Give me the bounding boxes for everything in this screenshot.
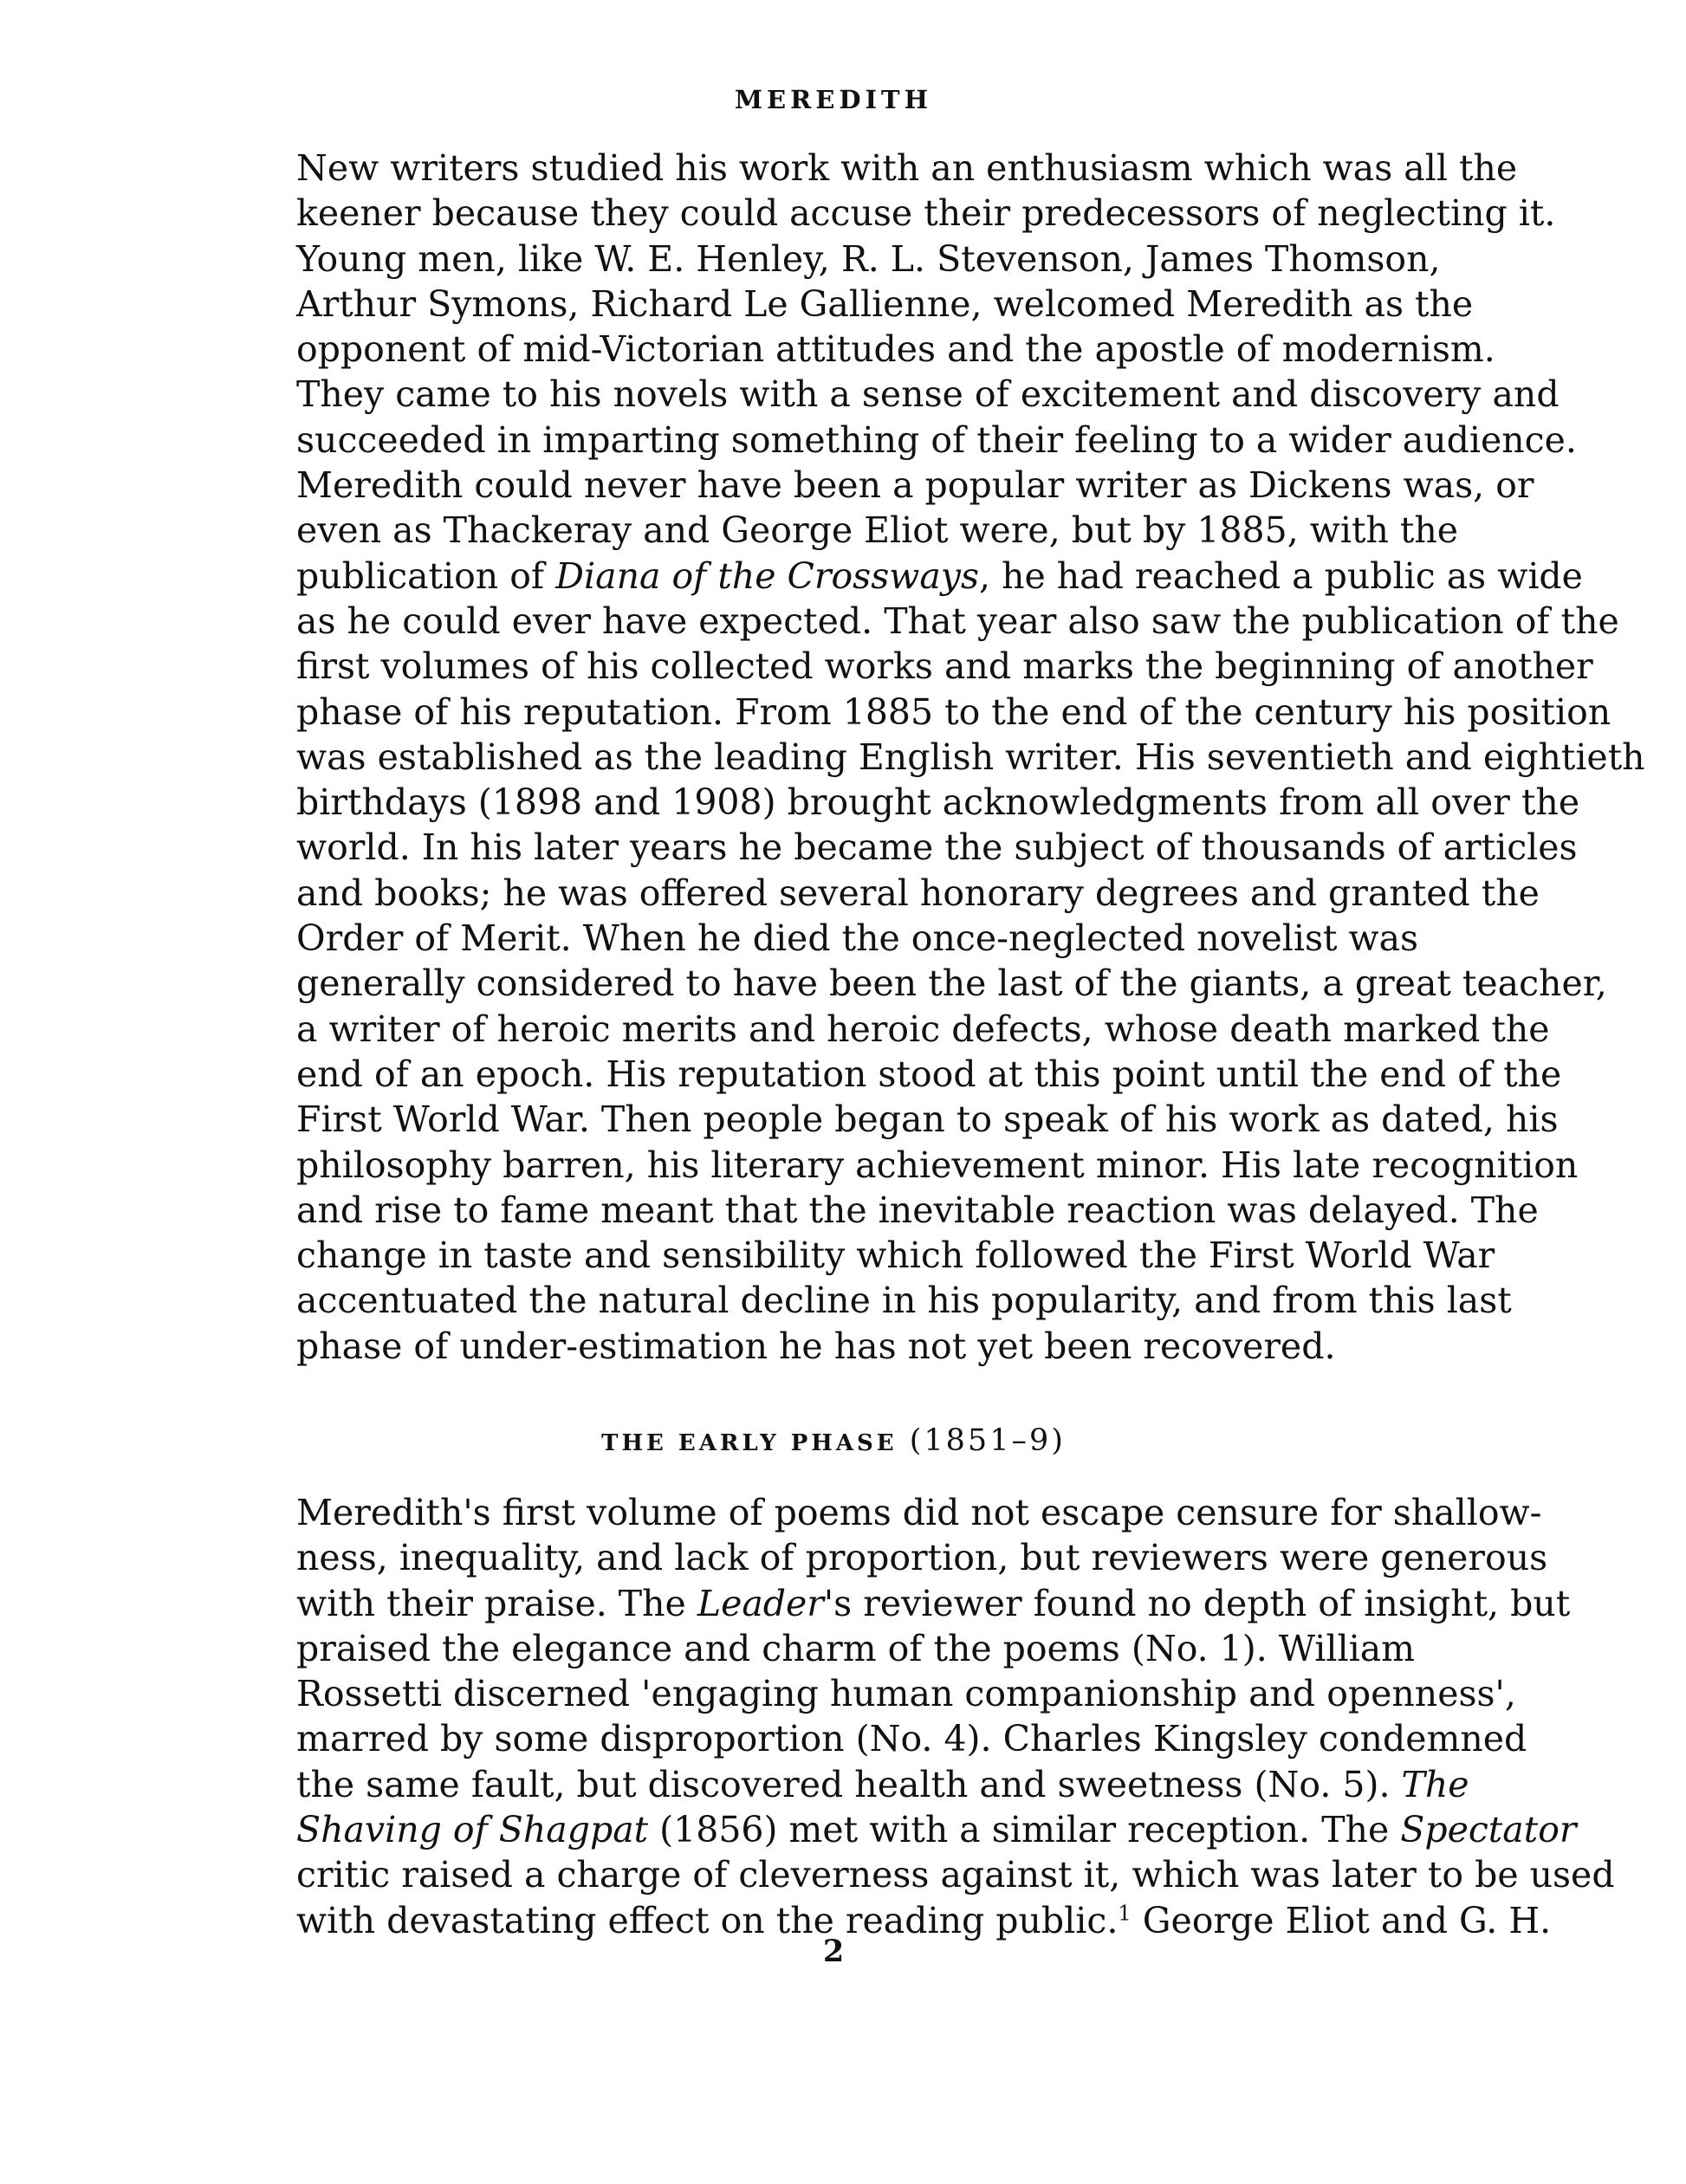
text-line: and books; he was offered several honorary degrees and granted the <box>296 872 1540 914</box>
document-page <box>296 0 1645 2184</box>
text-line: change in taste and sensibility which followed the First World War <box>296 1235 1495 1277</box>
italic-title: Spectator <box>1400 1809 1577 1851</box>
text-line: New writers studied his work with an enthusiasm which was all the <box>296 147 1518 189</box>
text-line: Meredith could never have been a popular writer as Dickens was, or <box>296 464 1534 507</box>
italic-title: The <box>1401 1763 1469 1805</box>
italic-title: Shaving of Shagpat <box>296 1809 649 1851</box>
text-line: critic raised a charge of cleverness against it, which was later to be used <box>296 1854 1615 1896</box>
text-line: first volumes of his collected works and marks the beginning of another <box>296 645 1593 688</box>
text-line: succeeded in imparting something of their feeling to a wider audience. <box>296 418 1577 461</box>
text-line: Shaving of Shagpat (1856) met with a similar reception. The Spectator <box>296 1809 1577 1851</box>
text-line: phase of under-estimation he has not yet been recovered. <box>296 1325 1336 1367</box>
text-line: philosophy barren, his literary achievement minor. His late recognition <box>296 1144 1579 1186</box>
text-line: the same fault, but discovered health and sweetness (No. 5). The <box>296 1763 1469 1805</box>
section-heading-dates: (1851–9) <box>909 1423 1066 1458</box>
running-head: MEREDITH <box>734 85 933 114</box>
page-number: 2 <box>822 1934 845 1969</box>
footnote-marker: 1 <box>1118 1901 1132 1926</box>
body-paragraph <box>296 1490 1615 1943</box>
text-line: even as Thackeray and George Eliot were, but by 1885, with the <box>296 509 1459 552</box>
text-line: generally considered to have been the last of the giants, a great teacher, <box>296 962 1607 1005</box>
section-heading-title: THE EARLY PHASE <box>601 1430 898 1456</box>
text-line: birthdays (1898 and 1908) brought acknowledgments from all over the <box>296 781 1580 824</box>
text-line: ness, inequality, and lack of proportion, but reviewers were generous <box>296 1537 1548 1579</box>
text-line: Order of Merit. When he died the once-neglected novelist was <box>296 917 1419 960</box>
text-line: a writer of heroic merits and heroic defects, whose death marked the <box>296 1008 1550 1050</box>
text-line: Meredith's first volume of poems did not escape censure for shallow- <box>296 1492 1542 1533</box>
text-line: with devastating effect on the reading public.$^1$ George Eliot and G. H. <box>296 1899 1552 1941</box>
text-line: with their praise. The Leader's reviewer found no depth of insight, but <box>296 1582 1571 1624</box>
text-line: end of an epoch. His reputation stood at this point until the end of the <box>296 1053 1562 1095</box>
body-paragraph <box>296 146 1645 1369</box>
text-line: and rise to fame meant that the inevitable reaction was delayed. The <box>296 1189 1539 1231</box>
italic-title: Leader <box>697 1582 824 1624</box>
text-line: Arthur Symons, Richard Le Gallienne, welcomed Meredith as the <box>296 282 1474 325</box>
text-line: as he could ever have expected. That year also saw the publication of the <box>296 599 1619 642</box>
text-line: publication of Diana of the Crossways, he had reached a public as wide <box>296 554 1583 597</box>
italic-title: Diana of the Crossways <box>555 554 979 597</box>
text-line: praised the elegance and charm of the poems (No. 1). William <box>296 1627 1416 1669</box>
text-line: They came to his novels with a sense of excitement and discovery and <box>296 373 1560 416</box>
section-heading <box>296 1423 1371 1458</box>
text-line: phase of his reputation. From 1885 to the end of the century his position <box>296 690 1611 733</box>
text-line: Rossetti discerned 'engaging human companionship and openness', <box>296 1673 1516 1715</box>
text-line: was established as the leading English writer. His seventieth and eightieth <box>296 736 1645 778</box>
text-line: Young men, like W. E. Henley, R. L. Stevenson, James Thomson, <box>296 237 1441 280</box>
text-line: marred by some disproportion (No. 4). Charles Kingsley condemned <box>296 1718 1527 1760</box>
text-line: world. In his later years he became the subject of thousands of articles <box>296 826 1578 869</box>
text-line: accentuated the natural decline in his popularity, and from this last <box>296 1280 1512 1322</box>
text-line: First World War. Then people began to speak of his work as dated, his <box>296 1098 1559 1141</box>
text-line: keener because they could accuse their predecessors of neglecting it. <box>296 192 1556 235</box>
text-line: opponent of mid-Victorian attitudes and the apostle of modernism. <box>296 328 1495 371</box>
